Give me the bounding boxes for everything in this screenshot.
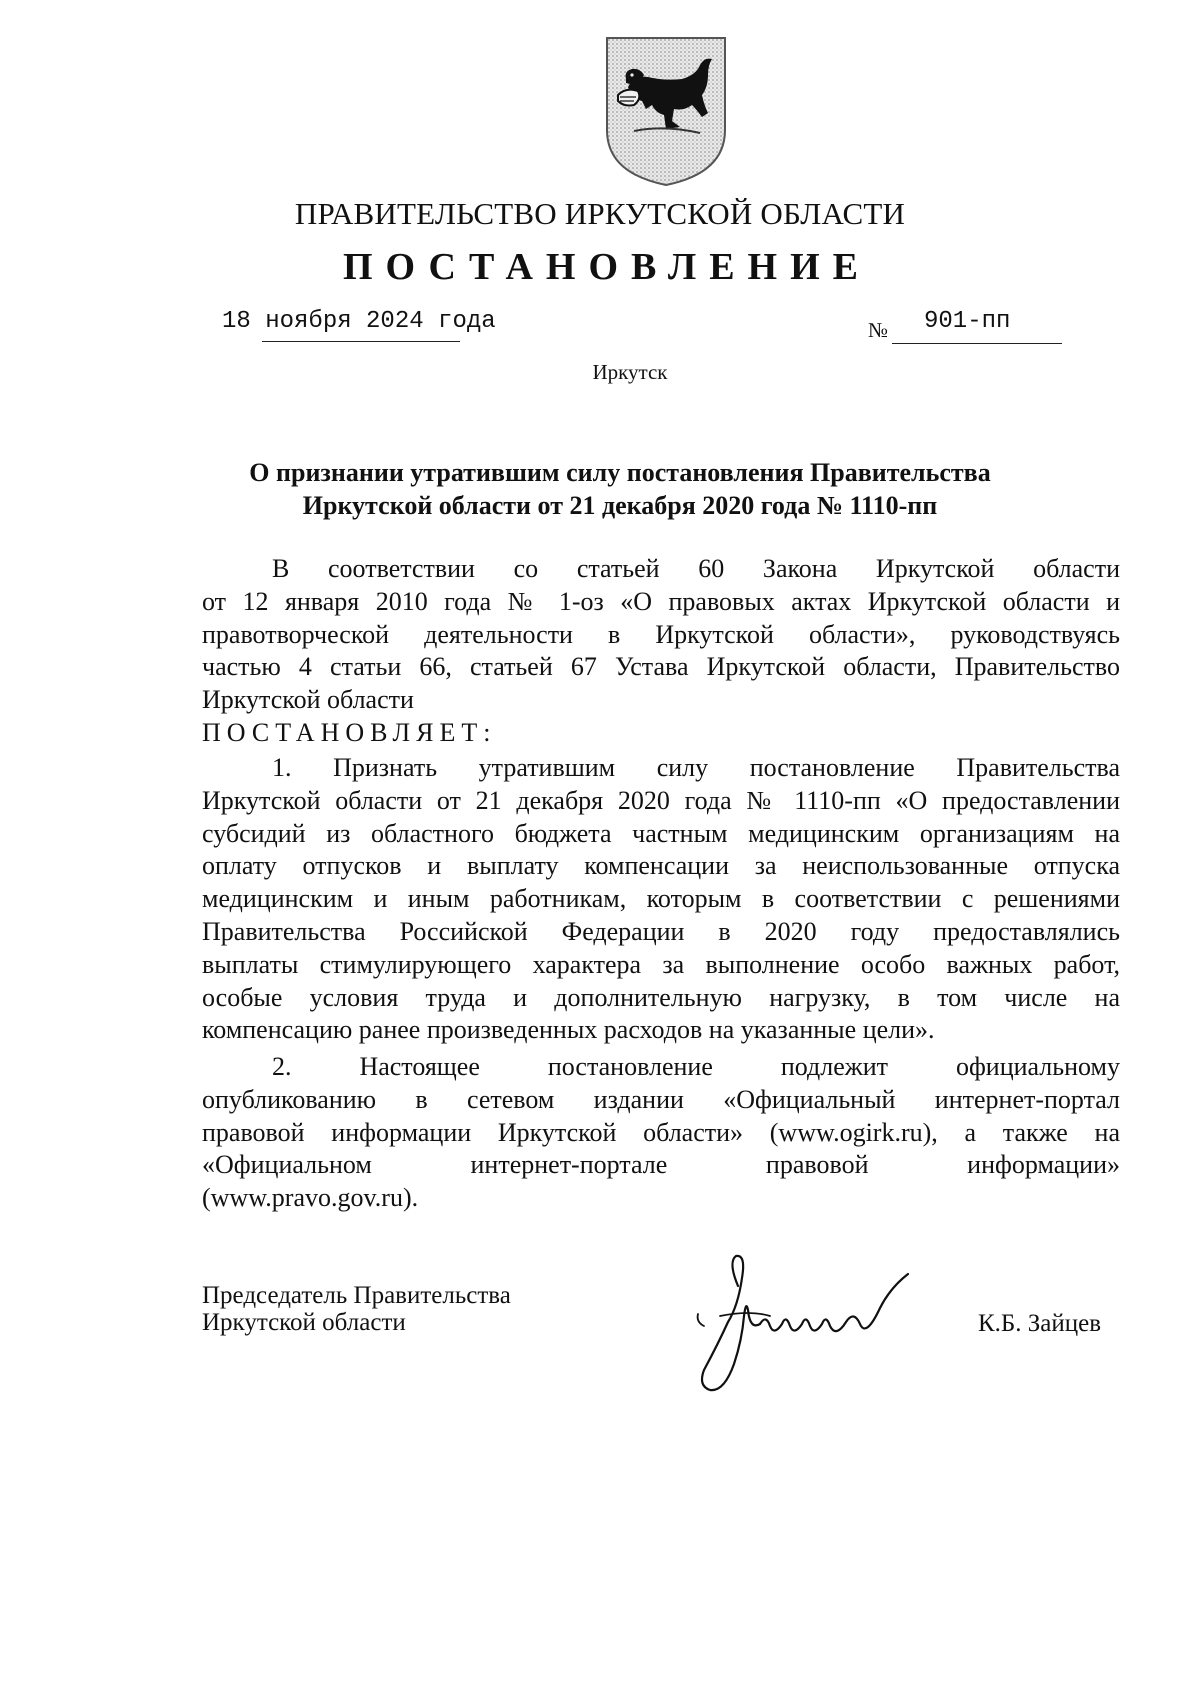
item-1-line: компенсацию ранее произведенных расходов на указанные цели». [202, 1015, 935, 1045]
item-2-line: 2. Настоящее постановление подлежит официальному [272, 1052, 1120, 1081]
preamble-line: Иркутской области [202, 685, 414, 715]
item-1-line: оплату отпусков и выплату компенсации за неиспользованные отпуска [202, 851, 1120, 881]
signatory-position-line-2: Иркутской области [202, 1309, 406, 1336]
number-underline [892, 343, 1062, 344]
number-sign: № [868, 318, 889, 342]
document-title [180, 456, 1060, 522]
document-type: ПОСТАНОВЛЕНИЕ [342, 246, 872, 288]
item-2-paragraph [202, 1051, 1120, 1215]
item-1-line: субсидий из областного бюджета частным медицинским организациям на [202, 818, 1120, 848]
preamble-line: В соответствии со статьей 60 Закона Иркутской области [272, 554, 1120, 583]
item-2-line: опубликованию в сетевом издании «Официальный интернет-портал [202, 1084, 1120, 1114]
item-1-line: 1. Признать утратившим силу постановление Правительства [272, 753, 1120, 782]
document-number: 901-пп [924, 308, 1011, 335]
resolves-heading: ПОСТАНОВЛЯЕТ: [202, 718, 497, 747]
item-2-line: «Официальном интернет-портале правовой информации» [202, 1150, 1120, 1180]
title-line-2: Иркутской области от 21 декабря 2020 года № 1110-пп [302, 491, 938, 520]
item-1-line: Правительства Российской Федерации в 2020 году предоставлялись [202, 916, 1120, 946]
date-underline [262, 341, 460, 342]
item-1-line: Иркутской области от 21 декабря 2020 года № 1110-пп «О предоставлении [202, 785, 1120, 815]
preamble-line: правотворческой деятельности в Иркутской области», руководствуясь [202, 619, 1120, 649]
preamble-line: частью 4 статьи 66, статьей 67 Устава Иркутской области, Правительство [202, 652, 1120, 682]
coat-of-arms-icon [604, 35, 728, 187]
signatory-position [202, 1282, 511, 1336]
item-1-line: медицинским и иным работникам, которым в соответствии с решениями [202, 884, 1120, 914]
item-1-line: выплаты стимулирующего характера за выполнение особо важных работ, [202, 949, 1120, 979]
handwritten-signature-icon [690, 1252, 950, 1402]
item-2-line: (www.pravo.gov.ru). [202, 1183, 419, 1213]
preamble-line: от 12 января 2010 года № 1-оз «О правовых актах Иркутской области и [202, 586, 1120, 616]
preamble-paragraph [202, 553, 1120, 717]
city: Иркутск [592, 360, 668, 384]
item-2-line: правовой информации Иркутской области» (www.ogirk.ru), а также на [202, 1117, 1120, 1147]
document-date: 18 ноября 2024 года [222, 308, 496, 335]
signatory-name: К.Б. Зайцев [978, 1310, 1102, 1337]
organization-name: ПРАВИТЕЛЬСТВО ИРКУТСКОЙ ОБЛАСТИ [294, 196, 906, 231]
item-1-line: особые условия труда и дополнительную нагрузку, в том числе на [202, 982, 1120, 1012]
title-line-1: О признании утратившим силу постановления Правительства [249, 458, 991, 487]
item-1-paragraph [202, 752, 1120, 1047]
signatory-position-line-1: Председатель Правительства [202, 1282, 511, 1309]
